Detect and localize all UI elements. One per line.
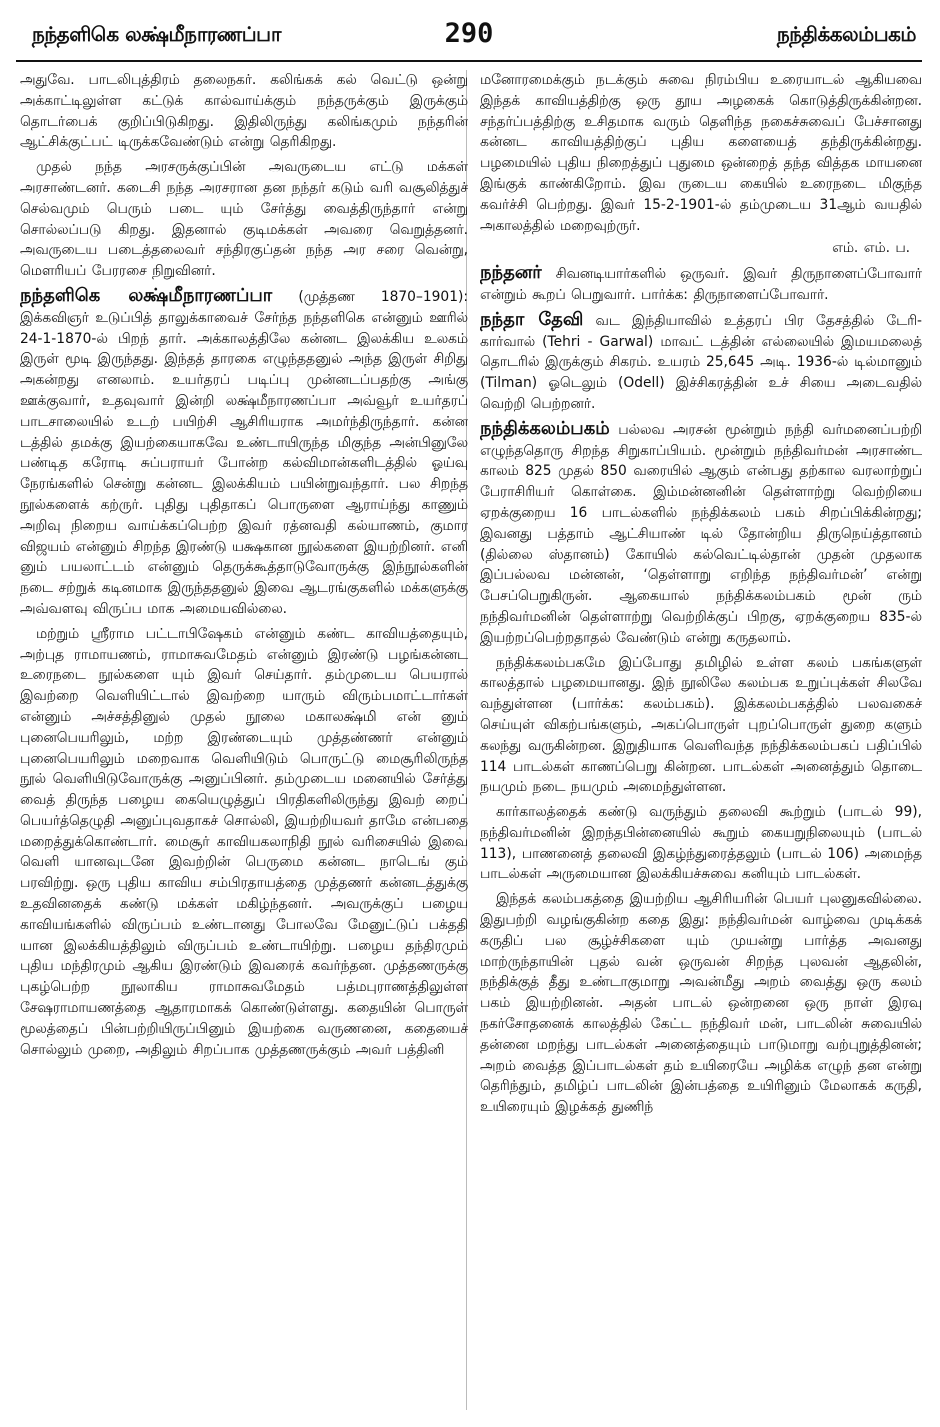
entry-headword: நந்தா தேவி xyxy=(480,308,584,330)
paragraph: நந்திக்கலம்பகமே இப்போது தமிழில் உள்ள கலம் பகங்களுள் காலத்தால் பழமையானது. இந் நூலிலே கலம்பக உறுப்புக்கள் சிலவே வந்துள்ளன (பார்க்க: கலம்பகம்). இக்கலம்பகத்தில் பலவகைச் செய்யுள் விகற்பங்களும், அகப்பொருள் புறப்பொருள் துறை களும் கலந்து வருகின்றன. இறுதியாக வெளிவந்த நந்திக்கலம்பகப் பதிப்பில் 114 பாடல்கள் காணப்பெறு கின்றன. பாடல்கள் அனைத்தும் தொடை நயமும் நடை நயமும் அமைந்துள்ளன. xyxy=(480,654,922,796)
left-column xyxy=(20,70,468,1420)
paragraph: மற்றும் ஸ்ரீராம பட்டாபிஷேகம் என்னும் கண்ட காவியத்தையும், அற்புத ராமாயணம், ராமாசுவமேதம் என்னும் இரண்டு பழங்கன்னட உரைநடை நூல்களை யும் இவர் செய்தார். தம்முடைய பெயரால் இவற்றை வெளியிட்டால் இவற்றை யாரும் விரும்பமாட்டார்கள் என்னும் அச்சத்தினுல் முதல் நூலை மகாலக்ஷ்மி என் னும் புனைபெயரிலும், மற்ற இரண்டையும் முத்தண்ணர் என்னும் புனைபெயரிலும் மறைவாக வெளியிடும் பொருட்டு மைசூரிலிருந்த நூல் வெளியிடுவோருக்கு அனுப்பினர். தம்முடைய மனையில் சேர்த்து வைத் திருந்த பழைய கையெழுத்துப் பிரதிகளிலிருந்து இவற் றைப் பெயர்த்தெழுதி அனுப்புவதாகச் சொல்லி, இயற்றியவர் தாமே என்பதை மறைத்துக்கொண்டார். மைசூர் காவியகலாநிதி நூல் வரிசையில் இவை வெளி யானவுடனே இவற்றின் பெருமை கன்னட நாடெங் கும் பரவிற்று. ஒரு புதிய காவிய சம்பிரதாயத்தை முத்தணர் கன்னடத்துக்கு உதவினதைக் கண்டு மக்கள் மகிழ்ந்தனர். அவருக்குப் பழைய காவியங்களில் விருப்பம் உண்டானது போலவே மேனுட்டுப் பக்ததி யான இலக்கியத்திலும் விருப்பம் உண்டாயிற்று. பழைய தந்திரமும் புதிய மந்திரமும் ஆகிய இரண்டும் இவரைக் கவர்ந்தன. முத்தணருக்கு புகழ்பெற்ற நூலாகிய ராமாசுவமேதம் பத்மபுராணத்திலுள்ள சேஷராமாயணத்தை ஆதாரமாகக் கொண்டுள்ளது. கதையின் பொருள் மூலத்தைப் பின்பற்றியிருப்பினும் இயற்கை வருணனை, கதையைச் சொல்லும் முறை, அதிலும் சிறப்பாக முத்தணருக்கும் அவர் பத்தினி xyxy=(20,625,468,1058)
entry-nandhanar: நந்தனர் சிவனடியார்களில் ஒருவர். இவர் திருநாளைப்போவார் என்றும் கூறப் பெறுவார். பார்க்க: திருநாளைப்போவார். xyxy=(480,262,922,303)
running-title-left: நந்தளிகெ லக்ஷ்மீநாரணப்பா xyxy=(32,22,281,46)
paragraph: கார்காலத்தைக் கண்டு வருந்தும் தலைவி கூற்றும் (பாடல் 99), நந்திவர்மனின் இறந்தபின்னையில் கூறும் கையறுநிலையும் (பாடல் 113), பாணனைத் தலைவி இகழ்ந்துரைத்தலும் (பாடல் 106) அமைந்த பாடல்கள் அருமையான இலக்கியச்சுவை கனியும் பாடல்கள். xyxy=(480,804,922,883)
running-title-right: நந்திக்கலம்பகம் xyxy=(776,22,916,46)
paragraph: அதுவே. பாடலிபுத்திரம் தலைநகர். கலிங்கக் கல் வெட்டு ஒன்று அக்காட்டிலுள்ள கட்டுக் கால்வாய்க்கும் நந்தருக்கும் இருக்கும் தொடர்பைக் குறிப்பிடுகிறது. இதிலிருந்து கலிங்கமும் நந்தரின் ஆட்சிக்குட்பட் டிருக்கவேண்டும் என்று தெரிகிறது. xyxy=(20,72,468,151)
paragraph: முதல் நந்த அரசருக்குப்பின் அவருடைய எட்டு மக்கள் அரசாண்டனர். கடைசி நந்த அரசரான தன நந்தர் கடும் வரி வசூலித்துச் செல்வமும் பெரும் படை யும் சேர்த்து வைத்திருந்தார் என்று சொல்லப்படு கிறது. இதனால் குடிமக்கள் அவரை வெறுத்தனர். அவருடைய படைத்தலைவர் சந்திரகுப்தன் நந்த அர சரை வென்று, மௌரியப் பேரரசை நிறுவினர். xyxy=(20,159,468,280)
entry-nandhalike: நந்தளிகெ லக்ஷ்மீநாரணப்பா (முத்தண 1870–1901): இக்கவிஞர் உடுப்பித் தாலுக்காவைச் சேர்ந்த நந்தளிகெ என்னும் ஊரில் 24-1-1870-ல் பிறந் தார். அக்காலத்திலே கன்னட இலக்கிய உலகம் இருள் மூடி இருந்தது. இந்தத் தாரகை எழுந்ததனுல் அந்த இருள் சிறிது அகன்றது எனலாம். உயர்தரப் படிப்பு முன்னடப்பதற்கு அங்கு ஊக்குவார், உதவுவார் இன்றி லக்ஷ்மீநாரணப்பா அவ்வூர் உயர்தரப் பாடசாலையில் உடற் பயிற்சி ஆசிரியராக அமர்ந்திருந்தார். கன்ன டத்தில் தமக்கு இயற்கையாகவே உண்டாயிருந்த மிகுந்த அன்பினுலே பண்டித கரோடி சுப்பராயர் போன்ற கல்விமான்களிடத்தில் ஓய்வு நேரங்களில் சென்று கன்னட இலக்கியம் பயின்றுவந்தார். பல சிறந்த நூல்களைக் கற்ருர். புதிது புதிதாகப் பொருளை ஆராய்ந்து காணும் அறிவு நிறைய வாய்க்கப்பெற்ற இவர் ரத்னவதி கல்யாணம், குமார விஜயம் என்னும் சிறந்த இரண்டு யக்ஷகான நூல்களை இயற்றினர். எனி னும் பயலாட்டம் என்னும் தெருக்கூத்தாடுவோருக்கு இந்நூல்களின் நடை சற்றுக் கடினமாக இருந்ததனுல் இவை ஆடரங்குகளில் மக்களுக்கு அவ்வளவு விருப்ப மாக அமையவில்லை. xyxy=(20,284,468,617)
page-number: 290 xyxy=(444,18,494,49)
page-header xyxy=(16,10,922,62)
paragraph: இந்தக் கலம்பகத்தை இயற்றிய ஆசிரியரின் பெயர் புலனுகவில்லை. இதுபற்றி வழங்குகின்ற கதை இது: நந்திவர்மன் வாழ்வை முடிக்கக் கருதிப் பல சூழ்ச்சிகளை யும் முயன்று பார்த்த அவனது மாற்ருந்தாயின் புதல் வன் ஒருவன் சிறந்த புலவன் ஆதலின், நந்திக்குத் தீது உண்டாகுமாறு அவன்மீது அறம் வைத்து ஒரு கலம் பகம் இயற்றினன். அதன் பாடல் ஒன்றனை ஒரு நாள் இரவு நகர்சோதனைக் காலத்தில் கேட்ட நந்திவர் மன், பாடலின் சுவையில் தன்னை மறந்து பாடல்கள் அனைத்தையும் பாடுமாறு வற்புறுத்தினன்; அறம் வைத்த இப்பாடல்கள் தம் உயிரையே அழிக்க எழுந் தன என்று தெரிந்தும், தமிழ்ப் பாடலின் இன்பத்தை உயிரினும் மேலாகக் கருதி, உயிரையும் இழக்கத் துணிந் xyxy=(480,891,922,1116)
paragraph: மனோரமைக்கும் நடக்கும் சுவை நிரம்பிய உரையாடல் ஆகியவை இந்தக் காவியத்திற்கு ஒரு தூய அழகைக் கொடுத்திருக்கின்றன. சந்தர்ப்பத்திற்கு உசிதமாக வரும் தெளிந்த நகைச்சுவைப் பேச்சானது கன்னட காவியத்திற்குப் புதிய களையைத் தந்திருக்கின்றது. பழமையில் புதிய நிறைத்துப் புதுமை ஒன்றைத் தந்த வித்தக மாயனை இங்குக் காண்கிறோம். இவ ருடைய கையில் உரைநடை மிகுந்த கவர்ச்சி பெற்றது. இவர் 15-2-1901-ல் தம்முடைய 31ஆம் வயதில் அகாலத்தில் மறைவுற்ருர். xyxy=(480,72,922,234)
entry-headword: நந்தளிகெ லக்ஷ்மீநாரணப்பா xyxy=(20,284,273,306)
right-column xyxy=(480,70,922,1420)
entry-headword: நந்தனர் xyxy=(480,262,542,284)
entry-nanda-devi: நந்தா தேவி வட இந்தியாவில் உத்தரப் பிர தேசத்தில் டேரி-கார்வால் (Tehri - Garwal) மாவட் டத்தின் எல்லையில் இமயமலைத் தொடரில் இருக்கும் சிகரம். உயரம் 25,645 அடி. 1936-ல் டில்மானும் (Tilman) ஓடெலும் (Odell) இச்சிகரத்தின் உச் சியை அடைவதில் வெற்றி பெற்றனர். xyxy=(480,308,922,412)
entry-headword: நந்திக்கலம்பகம் xyxy=(480,417,610,439)
author-signature: எம். எம். ப. xyxy=(832,240,910,257)
entry-nandikkalambakam: நந்திக்கலம்பகம் பல்லவ அரசன் மூன்றும் நந்தி வர்மனைப்பற்றி எழுந்ததொரு சிறந்த சிறுகாப்பியம். மூன்றும் நந்திவர்மன் அரசாண்ட காலம் 825 முதல் 850 வரையில் ஆகும் என்பது தற்கால வரலாற்றுப் பேராசிரியர் கொள்கை. இம்மன்னனின் தெள்ளாற்று வெற்றியை ஏறக்குறைய 16 பாடல்களில் நந்திக்கலம் பகம் சிறப்பிக்கின்றது; இவனது பத்தாம் ஆட்சியாண் டில் தோன்றிய திருநெய்த்தானம் (தில்லை ஸ்தானம்) கோயில் கல்வெட்டில்தான் முதன் முதலாக இப்பல்லவ மன்னன், ‘தெள்ளாறு எறிந்த நந்திவர்மன்’ என்று பேசப்பெறுகிருன். ஆகையால் நந்திக்கலம்பகம் மூன் ரும் நந்திவர்மனின் தெள்ளாற்று வெற்றிக்குப் பிறகு, ஏறக்குறைய 835-ல் இயற்றப்பெற்றதாதல் வேண்டும் என்று கருதலாம். xyxy=(480,417,922,646)
